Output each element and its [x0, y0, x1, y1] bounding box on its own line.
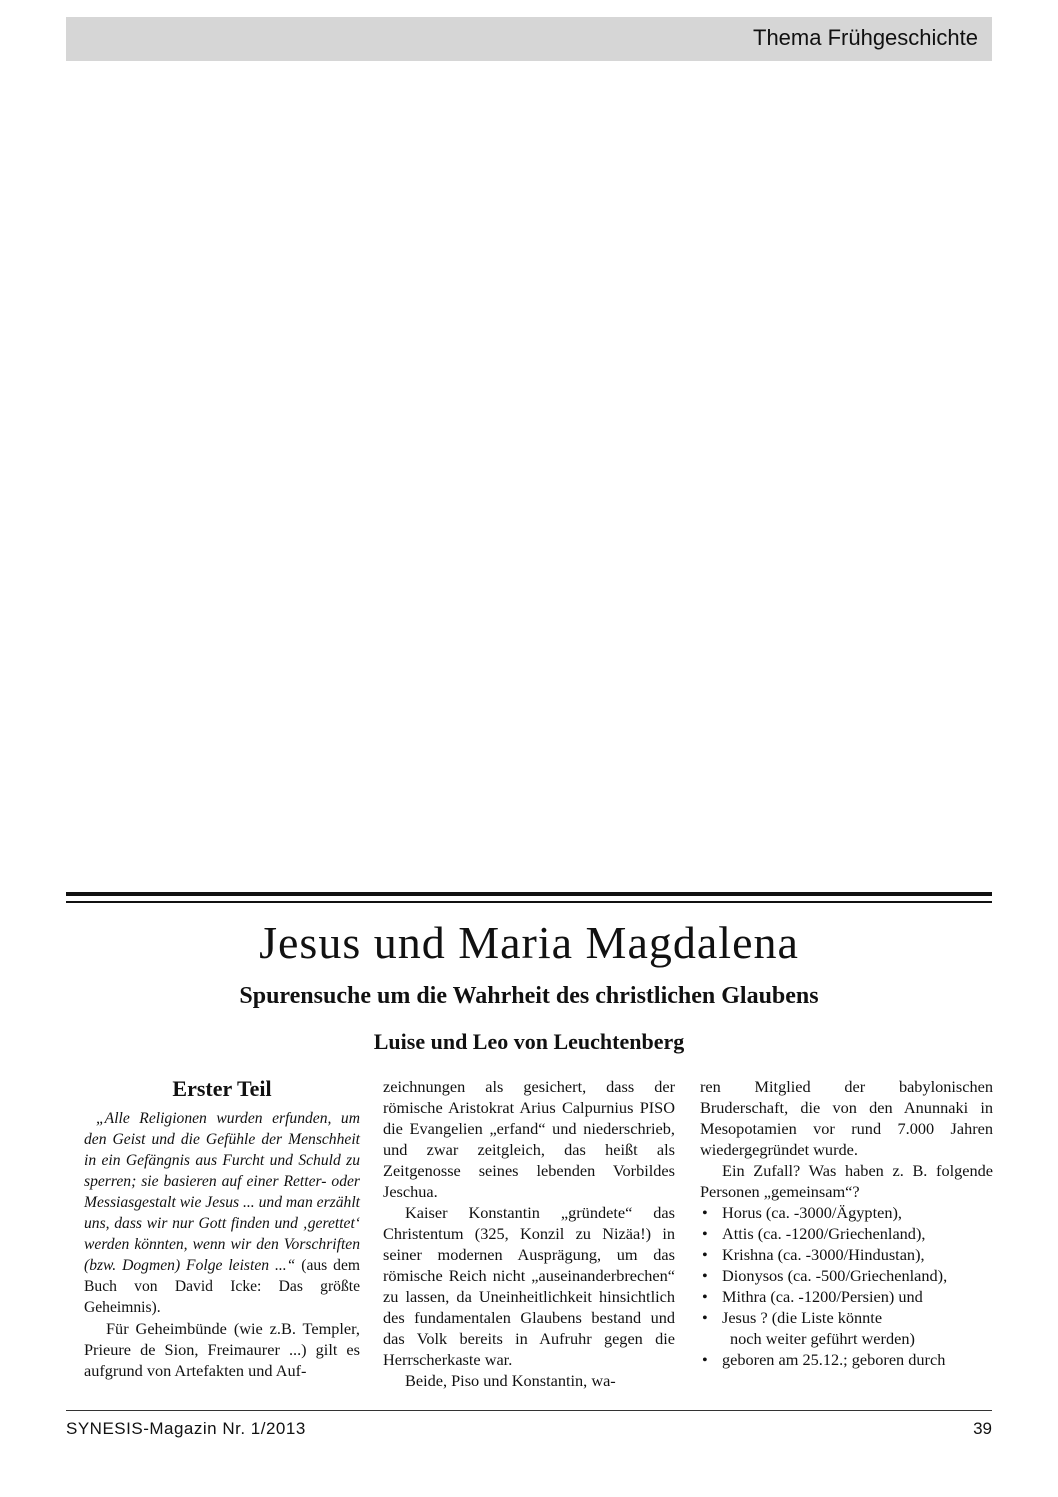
list-item: • geboren am 25.12.; geboren durch	[700, 1349, 993, 1370]
title-rule-thick	[66, 892, 992, 896]
paragraph: Ein Zufall? Was haben z. B. folgende Personen „gemeinsam“?	[700, 1161, 993, 1201]
list-item: • Mithra (ca. -1200/Persien) und	[700, 1286, 993, 1307]
article-subtitle: Spurensuche um die Wahrheit des christlichen Glaubens	[239, 983, 819, 1009]
text-column-1	[84, 1076, 360, 1381]
text-column-2	[383, 1076, 675, 1391]
text-column-3	[700, 1076, 993, 1370]
list-item-continuation: noch weiter geführt werden)	[730, 1329, 915, 1348]
page-number: 39	[973, 1419, 992, 1438]
section-title: Thema Frühgeschichte	[753, 25, 978, 50]
list-item-text: Jesus ? (die Liste könnte	[722, 1308, 883, 1327]
list-item: • Horus (ca. -3000/Ägypten),	[700, 1202, 993, 1223]
paragraph: zeichnungen als gesichert, dass der römische Aristokrat Arius Calpurnius PISO die Evangelien „erfand“ und niederschrieb, und zwar zeitgleich, das heißt als Zeitgenosse seines lebenden Vorbildes Jeschua.	[383, 1077, 675, 1201]
article-title: Jesus und Maria Magdalena	[259, 917, 799, 968]
epigraph-quote	[84, 1108, 360, 1318]
paragraph: Beide, Piso und Konstantin, wa-	[405, 1371, 616, 1390]
article-authors: Luise und Leo von Leuchtenberg	[373, 1029, 685, 1054]
header-bar	[66, 17, 992, 61]
footer-rule	[66, 1410, 992, 1411]
footer-magazine: SYNESIS-Magazin Nr. 1/2013	[66, 1419, 306, 1438]
paragraph: Für Geheimbünde (wie z.B. Templer, Prieure de Sion, Freimaurer ...) gilt es aufgrund von Artefakten und Auf-	[84, 1319, 360, 1380]
title-rule-thin	[66, 901, 992, 903]
list-item	[700, 1307, 993, 1349]
list-item: • Krishna (ca. -3000/Hindustan),	[700, 1244, 993, 1265]
quote-source: (aus dem Buch von David Icke: Das größte Geheimnis).	[84, 1257, 360, 1316]
list-item: • Attis (ca. -1200/Griechenland),	[700, 1223, 993, 1244]
section-heading: Erster Teil	[172, 1076, 272, 1101]
list-item: • Dionysos (ca. -500/Griechenland),	[700, 1265, 993, 1286]
deity-list	[700, 1202, 993, 1370]
paragraph: Kaiser Konstantin „gründete“ das Christentum (325, Konzil zu Nizäa!) in seiner modernen Ausprägung, um das römische Reich nicht „auseinanderbrechen“ zu lassen, da Uneinheitlichkeit hinsichtlich des fundamentalen Glaubens bestand und das Volk bereits in Aufruhr gegen die Herrscherkaste war.	[383, 1203, 675, 1369]
paragraph: ren Mitglied der babylonischen Bruderschaft, die von den Anunnaki in Mesopotamien vor rund 7.000 Jahren wiedergegründet wurde.	[700, 1077, 993, 1159]
quote-text: „Alle Religionen wurden erfunden, um den Geist und die Gefühle der Menschheit in ein Gefängnis aus Furcht und Schuld zu sperren; sie basieren auf einer Retter- oder Messiasgestalt wie Jesus ... und man erzählt uns, dass wir nur Gott finden und ‚gerettet‘ werden könnten, wenn wir den Vorschriften (bzw. Dogmen) Folge leisten ...“	[84, 1110, 360, 1274]
